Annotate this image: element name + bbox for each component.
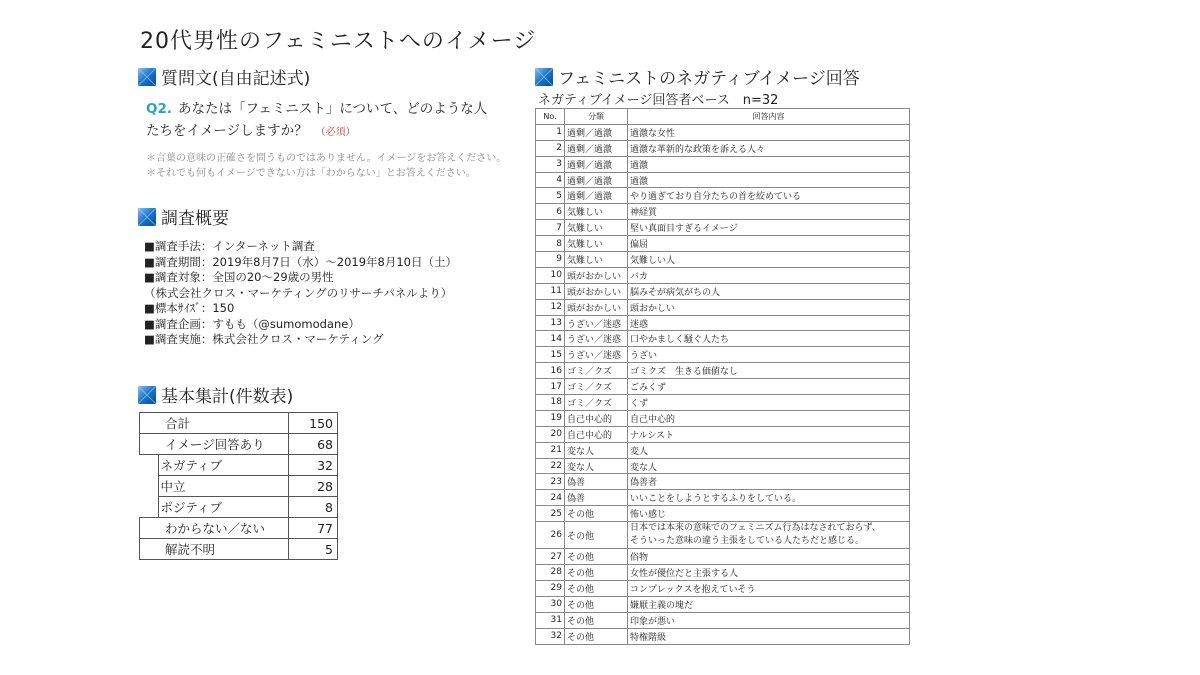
row-label: ポジティブ [158, 497, 289, 518]
negative-answers-table [535, 108, 910, 645]
table-row [140, 434, 338, 455]
category-cell: ゴミ／クズ [565, 395, 628, 411]
category-cell: その他 [565, 628, 628, 644]
row-number: 23 [536, 474, 565, 490]
row-value: 8 [289, 497, 338, 518]
row-number: 16 [536, 363, 565, 379]
overview-line: ■調査期間：2019年8月7日（水）～2019年8月10日（土） [144, 254, 457, 269]
table-row [536, 236, 910, 252]
row-label: イメージ回答あり [140, 434, 289, 455]
overview-section-heading [138, 204, 229, 229]
basic-count-table [139, 412, 338, 560]
table-row [536, 596, 910, 612]
table-row [536, 442, 910, 458]
answer-cell: 迷惑 [628, 315, 910, 331]
category-cell: 自己中心的 [565, 426, 628, 442]
negative-subtitle: ネガティブイメージ回答者ベース n=32 [538, 93, 779, 108]
table-row [536, 220, 910, 236]
table-row [536, 426, 910, 442]
overview-line: ■調査対象：全国の20～29歳の男性 [144, 270, 334, 284]
table-row [536, 490, 910, 506]
column-header: No. [536, 109, 565, 125]
answer-cell: 俗物 [628, 549, 910, 565]
row-number: 21 [536, 442, 565, 458]
category-cell: 頭がおかしい [565, 299, 628, 315]
answer-line: 日本では本来の意味でのフェミニズム行為はなされておらず、 [630, 523, 881, 534]
row-number: 4 [536, 172, 565, 188]
category-cell: 気難しい [565, 220, 628, 236]
answer-cell: いいことをしようとするふりをしている。 [628, 490, 910, 506]
row-number: 11 [536, 283, 565, 299]
row-number: 9 [536, 252, 565, 268]
row-number: 7 [536, 220, 565, 236]
answer-cell: 印象が悪い [628, 612, 910, 628]
category-cell: 変な人 [565, 442, 628, 458]
category-cell: ゴミ／クズ [565, 379, 628, 395]
row-value: 5 [289, 539, 338, 560]
row-number: 18 [536, 395, 565, 411]
page-title: 20代男性のフェミニストへのイメージ [140, 29, 537, 54]
category-cell: 過剰／過激 [565, 172, 628, 188]
overview-line: （株式会社クロス・マーケティングのリサーチパネルより） [144, 285, 453, 300]
category-cell: 自己中心的 [565, 410, 628, 426]
row-number: 13 [536, 315, 565, 331]
answer-cell: 自己中心的 [628, 410, 910, 426]
answer-cell: 神経質 [628, 204, 910, 220]
blue-square-icon [535, 68, 553, 86]
table-row [536, 156, 910, 172]
row-label: ネガティブ [158, 455, 289, 476]
table-row [536, 299, 910, 315]
required-mark: （必須） [315, 127, 356, 138]
category-cell: うざい／迷惑 [565, 347, 628, 363]
table-row [536, 410, 910, 426]
overview-line: ■調査手法：インターネット調査 [144, 239, 315, 253]
row-value: 77 [289, 518, 338, 539]
row-number: 17 [536, 379, 565, 395]
negative-heading-text: フェミニストのネガティブイメージ回答 [558, 69, 860, 89]
answer-cell: 気難しい人 [628, 252, 910, 268]
answer-cell: 変な人 [628, 458, 910, 474]
row-number: 12 [536, 299, 565, 315]
category-cell: その他 [565, 506, 628, 522]
question-number: Q2. [146, 101, 172, 117]
table-row [536, 506, 910, 522]
overview-line: ■標本ｻｲｽﾞ：150 [144, 301, 235, 315]
row-number: 3 [536, 156, 565, 172]
overview-heading-text: 調査概要 [161, 209, 229, 229]
question-line1: あなたは「フェミニスト」について、どのような人 [178, 101, 488, 117]
question-text [146, 98, 531, 144]
table-row [536, 140, 910, 156]
category-cell: 過剰／過激 [565, 156, 628, 172]
answer-cell: 過激 [628, 172, 910, 188]
answer-cell: 変人 [628, 442, 910, 458]
row-number: 29 [536, 580, 565, 596]
category-cell: その他 [565, 565, 628, 581]
category-cell: うざい／迷惑 [565, 315, 628, 331]
row-number: 6 [536, 204, 565, 220]
row-number: 25 [536, 506, 565, 522]
category-cell: 偽善 [565, 490, 628, 506]
answer-cell: 過激な革新的な政策を訴える人々 [628, 140, 910, 156]
question-heading-text: 質問文(自由記述式) [161, 69, 311, 89]
answer-cell: うざい [628, 347, 910, 363]
category-cell: その他 [565, 612, 628, 628]
row-number: 26 [536, 522, 565, 549]
question-line2: たちをイメージしますか？ [146, 123, 308, 139]
category-cell: その他 [565, 522, 628, 549]
table-row [536, 612, 910, 628]
blue-square-icon [138, 68, 156, 86]
table-row [140, 476, 338, 497]
category-cell: 偽善 [565, 474, 628, 490]
row-number: 32 [536, 628, 565, 644]
table-row [536, 283, 910, 299]
table-row [536, 347, 910, 363]
answer-cell: 頭おかしい [628, 299, 910, 315]
answer-cell: 偏屈 [628, 236, 910, 252]
row-value: 32 [289, 455, 338, 476]
basic-heading-text: 基本集計(件数表) [161, 387, 294, 407]
row-number: 2 [536, 140, 565, 156]
category-cell: 気難しい [565, 236, 628, 252]
table-row [536, 379, 910, 395]
row-number: 24 [536, 490, 565, 506]
table-row [536, 549, 910, 565]
table-row [536, 188, 910, 204]
table-row [140, 539, 338, 560]
category-cell: 過剰／過激 [565, 124, 628, 140]
answer-line: そういった意味の違う主張をしている人たちだと感じる。 [630, 536, 865, 547]
answer-cell: 脳みそが病気がちの人 [628, 283, 910, 299]
table-row [536, 395, 910, 411]
row-number: 8 [536, 236, 565, 252]
table-row [536, 331, 910, 347]
question-section-heading [138, 64, 310, 89]
table-row [536, 204, 910, 220]
table-row [140, 518, 338, 539]
row-number: 28 [536, 565, 565, 581]
answer-cell: 怖い感じ [628, 506, 910, 522]
row-value: 150 [289, 413, 338, 434]
category-cell: ゴミ／クズ [565, 363, 628, 379]
table-row [536, 124, 910, 140]
row-number: 30 [536, 596, 565, 612]
table-row [140, 455, 338, 476]
answer-cell: ごみくず [628, 379, 910, 395]
answer-cell: ゴミクズ 生きる価値なし [628, 363, 910, 379]
row-number: 1 [536, 124, 565, 140]
basic-section-heading [138, 382, 293, 407]
row-value: 28 [289, 476, 338, 497]
answer-cell: ナルシスト [628, 426, 910, 442]
table-row [536, 565, 910, 581]
answer-cell: バカ [628, 267, 910, 283]
table-row [536, 172, 910, 188]
row-value: 68 [289, 434, 338, 455]
answer-cell: くず [628, 395, 910, 411]
negative-section-heading [535, 64, 860, 89]
category-cell: その他 [565, 549, 628, 565]
table-header-row [536, 109, 910, 125]
row-number: 31 [536, 612, 565, 628]
table-row [140, 497, 338, 518]
answer-cell: 過激 [628, 156, 910, 172]
row-label: 解読不明 [140, 539, 289, 560]
category-cell: 過剰／過激 [565, 188, 628, 204]
table-row [536, 474, 910, 490]
answer-cell: 口やかましく騒ぐ人たち [628, 331, 910, 347]
table-row [536, 628, 910, 644]
category-cell: その他 [565, 580, 628, 596]
table-row [536, 315, 910, 331]
category-cell: 気難しい [565, 252, 628, 268]
table-row [536, 252, 910, 268]
category-cell: 頭がおかしい [565, 283, 628, 299]
category-cell: 頭がおかしい [565, 267, 628, 283]
row-number: 22 [536, 458, 565, 474]
row-number: 10 [536, 267, 565, 283]
answer-cell: 過激な女性 [628, 124, 910, 140]
row-label: わからない／ない [140, 518, 289, 539]
column-header: 回答内容 [628, 109, 910, 125]
answer-cell [628, 522, 910, 549]
column-header: 分類 [565, 109, 628, 125]
category-cell: うざい／迷惑 [565, 331, 628, 347]
row-number: 19 [536, 410, 565, 426]
blue-square-icon [138, 208, 156, 226]
row-number: 20 [536, 426, 565, 442]
table-row [536, 363, 910, 379]
note-line: ＊言葉の意味の正確さを問うものではありません。イメージをお答えください。 [146, 153, 507, 164]
question-notes [146, 151, 506, 181]
answer-cell: コンプレックスを抱えていそう [628, 580, 910, 596]
answer-cell: 堅い真面目すぎるイメージ [628, 220, 910, 236]
category-cell: その他 [565, 596, 628, 612]
blue-square-icon [138, 386, 156, 404]
row-label: 合計 [140, 413, 289, 434]
category-cell: 気難しい [565, 204, 628, 220]
answer-cell: 女性が優位だと主張する人 [628, 565, 910, 581]
category-cell: 変な人 [565, 458, 628, 474]
overview-line: ■調査企画：すもも（@sumomodane） [144, 316, 360, 331]
table-row [536, 580, 910, 596]
overview-list [144, 239, 457, 348]
category-cell: 過剰／過激 [565, 140, 628, 156]
row-number: 27 [536, 549, 565, 565]
row-number: 15 [536, 347, 565, 363]
table-row [140, 413, 338, 434]
overview-line: ■調査実施：株式会社クロス・マーケティング [144, 332, 384, 346]
row-number: 14 [536, 331, 565, 347]
row-number: 5 [536, 188, 565, 204]
note-line: ＊それでも何もイメージできない方は「わからない」とお答えください。 [146, 168, 476, 179]
answer-cell: 偽善者 [628, 474, 910, 490]
table-row [536, 522, 910, 549]
answer-cell: 嫌厭主義の塊だ [628, 596, 910, 612]
table-row [536, 458, 910, 474]
row-label: 中立 [158, 476, 289, 497]
table-row [536, 267, 910, 283]
answer-cell: 特権階級 [628, 628, 910, 644]
indent-cell [140, 455, 159, 518]
answer-cell: やり過ぎており自分たちの首を絞めている [628, 188, 910, 204]
